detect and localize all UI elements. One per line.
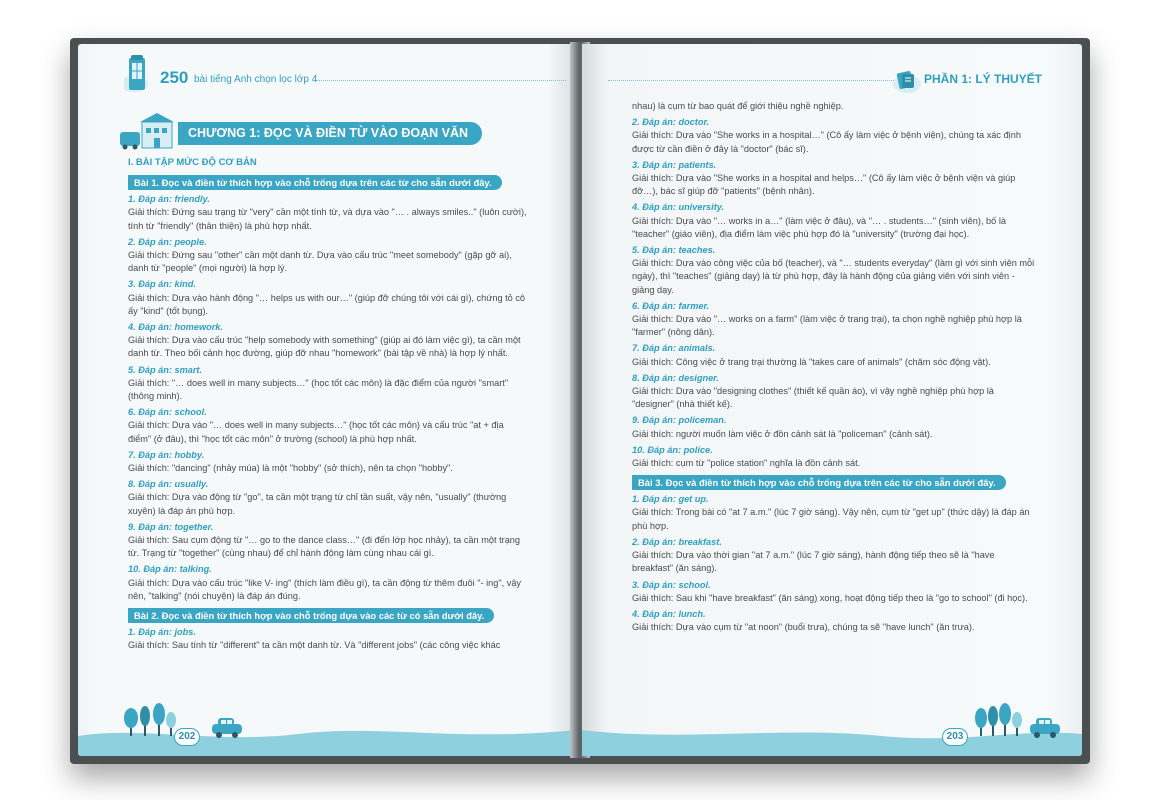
explanation: Giải thích: Dựa vào "… works in a…" (làm việc ở đâu), và "… . students…" (sinh viên), bố là "teacher" (giáo viên), địa điểm làm việc phù hợp đó là "university" (trường đại học).	[632, 215, 1006, 239]
right-content	[632, 100, 1037, 637]
header-dotted-line	[316, 80, 566, 81]
explanation: Giải thích: Dựa vào hành động "… helps us with our…" (giúp đỡ chúng tôi với cái gì), chứng tỏ cô ấy "kind" (tốt bụng).	[128, 292, 526, 316]
answer: 3. Đáp án: kind.	[128, 279, 196, 290]
answer: 2. Đáp án: people.	[128, 236, 207, 247]
explanation: Giải thích: Công việc ở trang trại thường là "takes care of animals" (chăm sóc động vật).	[632, 356, 991, 367]
answer: 3. Đáp án: school.	[632, 579, 711, 590]
answer: 5. Đáp án: smart.	[128, 364, 203, 375]
book-subtitle: bài tiếng Anh chọn lọc lớp 4	[194, 74, 318, 85]
answer: 3. Đáp án: patients.	[632, 159, 717, 170]
explanation: Giải thích: "… does well in many subjects…" (học tốt các môn) là đặc điểm của người "smart" (thông minh).	[128, 377, 509, 402]
explanation: Giải thích: Sau cụm động từ "… go to the dance class…" (đi đến lớp học nhảy), ta cần một trạng từ. Trạng từ "together" (cùng nhau) để chỉ hành động làm cùng nhau cái gì.	[128, 535, 521, 559]
explanation: Giải thích: Đứng sau "other" cần một danh từ. Dựa vào cấu trúc "meet somebody" (gặp gỡ ai), danh từ "people" (mọi người) là hợp lý.	[128, 250, 512, 274]
left-content	[128, 156, 528, 656]
exercise-2-answers	[632, 116, 1037, 470]
explanation: Giải thích: Dựa vào thời gian "at 7 a.m." (lúc 7 giờ sáng), hành động tiếp theo sẽ là "have breakfast" (ăn sáng).	[632, 550, 995, 574]
explanation: Giải thích: "dancing" (nhảy múa) là một "hobby" (sở thích), nên ta chọn "hobby".	[128, 463, 453, 474]
explanation: Giải thích: Dựa vào "… does well in many subjects…" (học tốt các môn) và cấu trúc "at + địa điểm" (ở đâu), thì "học tốt các môn" ở trường (school) là phù hợp nhất.	[128, 420, 504, 444]
exercise-2-title: Bài 2. Đọc và điền từ thích hợp vào chỗ trống dựa vào các từ có sẵn dưới đây.	[128, 608, 494, 623]
book-number: 250	[160, 68, 189, 87]
exercise-1-answers	[128, 193, 528, 603]
left-header	[118, 50, 568, 100]
left-page	[78, 44, 576, 756]
chapter-title: CHƯƠNG 1: ĐỌC VÀ ĐIỀN TỪ VÀO ĐOẠN VĂN	[188, 126, 469, 140]
right-page	[582, 44, 1082, 756]
car-icon	[212, 718, 242, 738]
exercise-3-answers	[632, 493, 1037, 634]
header-dotted-line	[608, 80, 898, 81]
answer: 4. Đáp án: lunch.	[632, 608, 706, 619]
answer: 2. Đáp án: doctor.	[632, 117, 710, 128]
answer: 1. Đáp án: get up.	[632, 494, 709, 505]
explanation: Giải thích: Sau khi "have breakfast" (ăn sáng) xong, hoạt động tiếp theo là "go to school" (đi học).	[632, 592, 1028, 603]
answer: 4. Đáp án: university.	[632, 202, 725, 213]
answer: 8. Đáp án: usually.	[128, 479, 209, 490]
answer: 5. Đáp án: teaches.	[632, 245, 716, 256]
explanation: Giải thích: Dựa vào công việc của bố (teacher), và "… students everyday" (làm gì với sinh viên mỗi ngày), thì "teaches" (giảng dạy) là từ phù hợp, đây là hành động của giảng viên với sinh viên - giảng dạy.	[632, 258, 1035, 295]
answer: 8. Đáp án: designer.	[632, 372, 719, 383]
answer: 1. Đáp án: jobs.	[128, 627, 196, 638]
explanation: Giải thích: cụm từ "police station" nghĩa là đồn cảnh sát.	[632, 458, 861, 469]
explanation: Giải thích: Sau tính từ "different" ta cần một danh từ. Và "different jobs" (các công việc khác	[128, 640, 501, 651]
answer: 1. Đáp án: friendly.	[128, 194, 210, 205]
answer: 10. Đáp án: talking.	[128, 564, 212, 575]
phone-booth-icon	[124, 54, 150, 94]
open-book	[70, 38, 1090, 764]
exercise-1-title: Bài 1. Đọc và điền từ thích hợp vào chỗ trống dựa trên các từ cho sẵn dưới đây.	[128, 175, 502, 190]
trees-icon	[975, 703, 1022, 736]
explanation: Giải thích: Dựa vào cụm từ "at noon" (buổi trưa), chúng ta sẽ "have lunch" (ăn trưa).	[632, 622, 975, 633]
answer: 4. Đáp án: homework.	[128, 322, 223, 333]
answer: 6. Đáp án: farmer.	[632, 300, 710, 311]
chapter-banner	[118, 110, 538, 150]
answer: 10. Đáp án: police.	[632, 444, 713, 455]
explanation: Giải thích: Dựa vào "… works on a farm" (làm việc ở trang trại), ta chọn nghề nghiệp phù hợp là "farmer" (nông dân).	[632, 314, 1022, 338]
right-header	[892, 62, 1072, 96]
answer: 9. Đáp án: together.	[128, 521, 214, 532]
explanation: Giải thích: Dựa vào cấu trúc "help somebody with something" (giúp ai đó làm việc gì), ta cần một danh từ. Theo bối cảnh học đường, giúp đỡ nhau "homework" (bài tập về nhà) là hợp lý nhất.	[128, 335, 521, 359]
answer: 7. Đáp án: animals.	[632, 343, 716, 354]
school-building-icon	[118, 110, 180, 150]
page-number: 202	[174, 728, 200, 746]
answer: 6. Đáp án: school.	[128, 407, 207, 418]
section-title: I. BÀI TẬP MỨC ĐỘ CƠ BẢN	[128, 157, 257, 168]
explanation: Giải thích: Dựa vào "She works in a hospital and helps…" (Cô ấy làm việc ở bệnh viện và giúp đỡ…), bác sĩ giúp đỡ "patients" (bệnh nhân).	[632, 173, 1016, 197]
explanation: Giải thích: Trong bài có "at 7 a.m." (lúc 7 giờ sáng). Vậy nên, cụm từ "get up" (thức dậy) là đáp án phù hợp.	[632, 507, 1030, 531]
exercise-3-title: Bài 3. Đọc và điền từ thích hợp vào chỗ trống dựa trên các từ cho sẵn dưới đây.	[632, 475, 1006, 490]
answer: 2. Đáp án: breakfast.	[632, 536, 722, 547]
right-footer-wave	[582, 696, 1082, 756]
explanation: Giải thích: Dựa vào "designing clothes" (thiết kế quần áo), vì vậy nghề nghiệp phù hợp là "designer" (nhà thiết kế).	[632, 386, 994, 410]
continued-text: nhau) là cụm từ bao quát để giới thiệu nghề nghiệp.	[632, 101, 844, 111]
part-title: PHẦN 1: LÝ THUYẾT	[924, 72, 1043, 86]
answer: 9. Đáp án: policeman.	[632, 415, 727, 426]
explanation: Giải thích: Dựa vào động từ "go", ta cần một trạng từ chỉ tần suất, vậy nên, "usually" (thường xuyên) là đáp án phù hợp.	[128, 492, 507, 516]
books-icon	[892, 64, 922, 94]
answer: 7. Đáp án: hobby.	[128, 449, 205, 460]
explanation: Giải thích: Dựa vào "She works in a hospital…" (Cô ấy làm việc ở bệnh viện), chúng ta xác định được từ cần điền ở đây là "doctor" (bác sĩ).	[632, 130, 1021, 154]
left-footer-wave	[78, 696, 576, 756]
explanation: Giải thích: người muốn làm việc ở đồn cảnh sát là "policeman" (cảnh sát).	[632, 428, 933, 439]
page-number: 203	[942, 728, 968, 746]
trees-icon	[124, 703, 176, 736]
explanation: Giải thích: Dựa vào cấu trúc "like V- ing" (thích làm điều gì), ta cần động từ thêm đuôi "- ing", vậy nên, "talking" (nói chuyện) là đáp án đúng.	[128, 577, 522, 601]
explanation: Giải thích: Đứng sau trạng từ "very" cần một tính từ, và dựa vào "… . always smiles.." (luôn cười), tính từ "friendly" (thân thiện) là phù hợp nhất.	[128, 207, 527, 231]
